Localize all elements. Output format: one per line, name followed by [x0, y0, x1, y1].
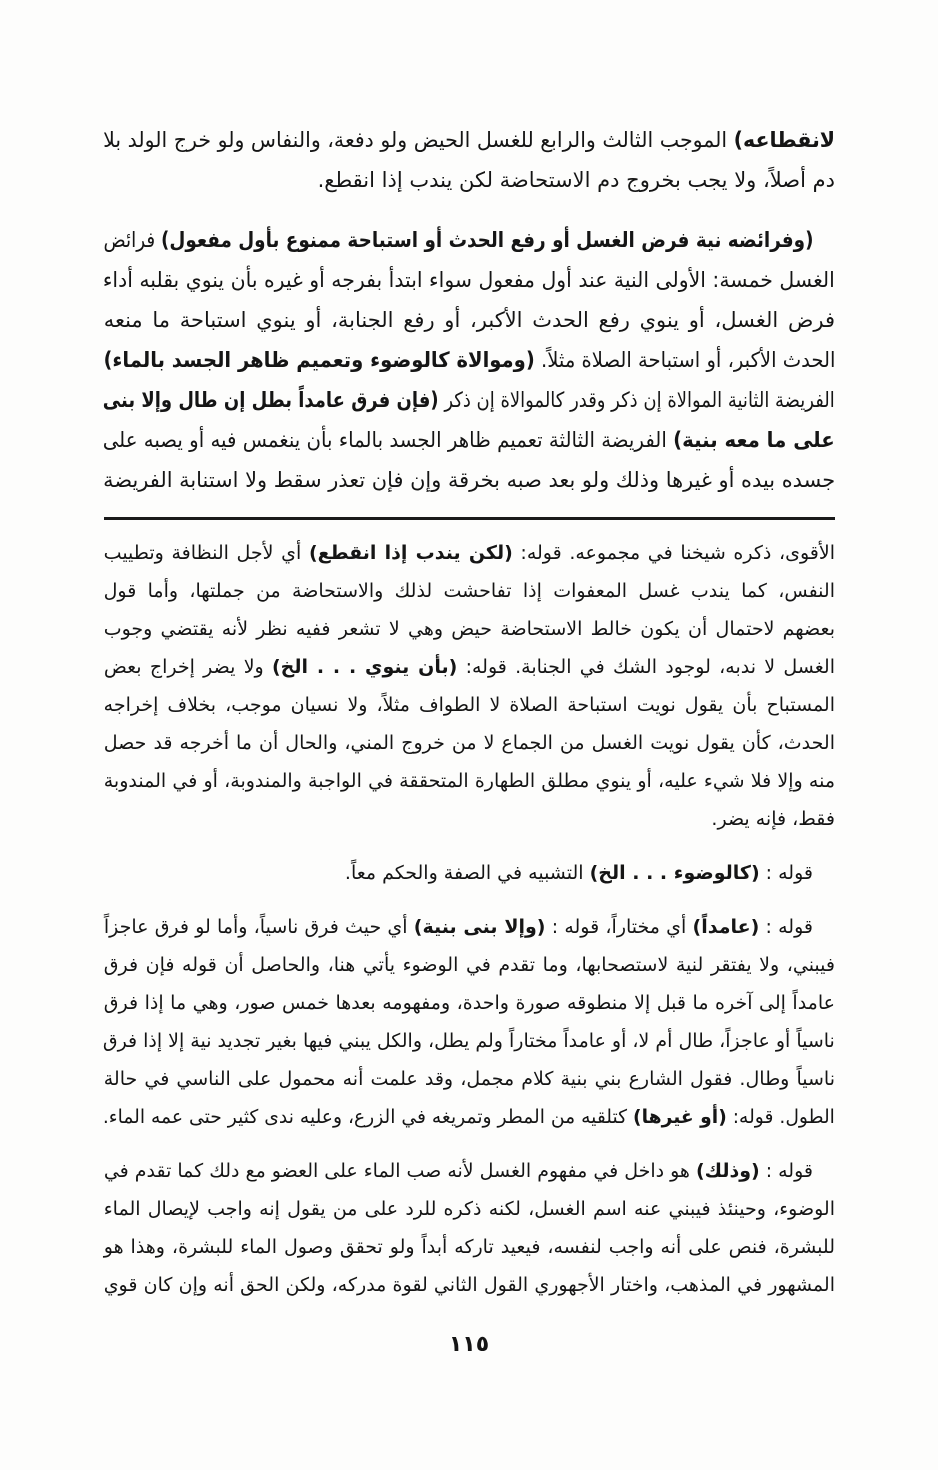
text-line-content	[104, 1152, 813, 1190]
quoted-matn-text: لانقطاعه)	[733, 128, 835, 152]
text-line	[103, 1152, 835, 1190]
text-line	[103, 340, 835, 380]
text-segment: قوله :	[759, 916, 813, 938]
text-line-content	[318, 160, 835, 200]
text-segment: التشبيه في الصفة والحكم معاً.	[344, 862, 590, 884]
text-segment: الأقوى، ذكره شيخنا في مجموعه. قوله:	[512, 542, 835, 564]
quoted-matn-text: (أو غيرها)	[633, 1106, 727, 1128]
text-segment: قوله :	[759, 1160, 813, 1182]
text-line-content	[103, 420, 835, 460]
text-line-content	[104, 610, 835, 648]
text-line	[103, 854, 835, 892]
text-line	[103, 1022, 835, 1060]
text-segment: أي مختاراً، قوله :	[545, 916, 693, 938]
text-line	[103, 762, 835, 800]
text-segment: ولا يضر إخراج بعض	[103, 656, 272, 678]
text-segment: الحدث، كأن يقول نويت الغسل من الجماع لا من خروج المني، والحال أن ما أخرجه قد حصل	[103, 732, 835, 754]
text-line-content	[711, 800, 835, 838]
text-segment: عامداً إلى آخره ما قبل إلا منطوقه صورة واحدة، ومفهومه بعدها خمس صور، وهي ما إذا فرق	[103, 992, 835, 1014]
text-line-content	[103, 1022, 835, 1060]
text-segment: دم أصلاً، ولا يجب بخروج دم الاستحاضة لكن يندب إذا انقطع.	[317, 168, 835, 192]
text-segment: فقط، فإنه يضر.	[711, 808, 835, 830]
text-line-content	[104, 534, 835, 572]
text-segment: الغسل خمسة: الأولى النية عند أول مفعول سواء ابتدأ بفرجه أو غيره بأن ينوي بقلبه أداء	[103, 268, 835, 292]
page-number: ١١٥	[448, 1332, 490, 1357]
text-segment: أي حيث فرق ناسياً، وأما لو فرق عاجزاً	[103, 916, 414, 938]
text-line-content	[104, 1228, 835, 1266]
text-segment: فيبني، ولا يفتقر لنية لاستصحابها، وما تقدم في الوضوء يأتي هنا، والحاصل أن قوله فإن فرق	[103, 954, 835, 976]
text-line-content	[104, 724, 835, 762]
text-line-content	[104, 648, 835, 686]
footnote-paragraph	[103, 1152, 835, 1304]
text-line	[103, 220, 835, 260]
main-paragraph	[103, 120, 835, 200]
footnote-paragraph	[103, 534, 835, 838]
quoted-matn-text: على ما معه بنية)	[673, 428, 835, 452]
footnote-paragraph	[103, 908, 835, 1136]
text-line-content	[104, 908, 813, 946]
text-line-content	[104, 762, 835, 800]
text-line	[103, 686, 835, 724]
quoted-matn-text: (وفرائضه نية فرض الغسل أو رفع الحدث أو استباحة ممنوع بأول مفعول)	[160, 228, 814, 252]
text-line	[103, 1190, 835, 1228]
text-segment: الفريضة الثانية الموالاة إن ذكر وقدر كالموالاة إن ذكر	[438, 388, 835, 412]
text-segment: أي لأجل النظافة وتطييب	[103, 542, 309, 564]
text-line-content	[345, 854, 813, 892]
text-line	[103, 1228, 835, 1266]
text-segment: فرض الغسل، أو ينوي رفع الحدث الأكبر، أو رفع الجنابة، أو ينوي استباحة ما منعه	[103, 308, 835, 332]
text-segment: الغسل لا ندبه، لوجود الشك في الجنابة. قوله:	[457, 656, 835, 678]
quoted-matn-text: (وإلا بنى بنية)	[413, 916, 546, 938]
text-segment: بعضهم لاحتمال أن يكون خالط الاستحاضة حيض وهي لا تشعر ففيه نظر لأنه يقتضي وجوب	[103, 618, 835, 640]
text-line-content	[104, 1060, 835, 1098]
text-segment: هو داخل في مفهوم الغسل لأنه صب الماء على العضو مع دلك كما تقدم في	[103, 1160, 696, 1182]
text-segment: المشهور في المذهب، واختار الأجهوري القول الثاني لقوة مدركه، ولكن الحق أنه وإن كان قوي	[103, 1274, 835, 1296]
text-segment: النفس، كما يندب غسل المعفوات إذا تفاحشت لذلك والاستحاضة من جملتها، وأما قول	[103, 580, 835, 602]
text-segment: الفريضة الثالثة تعميم ظاهر الجسد بالماء بأن ينغمس فيه أو يصبه على	[103, 428, 674, 452]
text-line-content	[103, 260, 835, 300]
text-line	[103, 420, 835, 460]
quoted-matn-text: (وموالاة كالوضوء وتعميم ظاهر الجسد بالماء)	[103, 348, 535, 372]
text-line	[103, 946, 835, 984]
text-segment: المستباح بأن يقول نويت استباحة الصلاة لا الطواف مثلاً، ولا نسيان موجب، بخلاف إخراجه	[103, 694, 835, 716]
text-line	[103, 260, 835, 300]
text-line-content	[103, 460, 835, 500]
footnote-separator	[104, 517, 835, 520]
text-line	[103, 724, 835, 762]
text-line-content	[104, 686, 835, 724]
text-line	[103, 1098, 835, 1136]
text-line	[103, 534, 835, 572]
text-segment: فرائض	[103, 228, 161, 252]
text-segment: قوله :	[759, 862, 813, 884]
text-line-content	[103, 1098, 835, 1136]
text-segment: ناسياً وطال. فقول الشارع بني بنية كلام مجمل، وقد علمت أنه محمول على الناسي في حالة	[103, 1068, 835, 1090]
quoted-matn-text: (فإن فرق عامداً بطل إن طال وإلا بنى	[103, 388, 439, 412]
text-line	[103, 610, 835, 648]
text-line	[103, 120, 835, 160]
text-line	[103, 460, 835, 500]
text-line-content	[103, 220, 813, 260]
text-line	[103, 1060, 835, 1098]
text-line	[103, 380, 835, 420]
text-segment: الوضوء، وحينئذ فيبني عنه اسم الغسل، لكنه ذكره للرد على من يقول إنه واجب لإيصال الماء	[103, 1198, 835, 1220]
text-line-content	[103, 120, 835, 160]
text-segment: الموجب الثالث والرابع للغسل الحيض ولو دفعة، والنفاس ولو خرج الولد بلا	[103, 128, 734, 152]
text-segment: للبشرة، فنص على أنه واجب لنفسه، فيعيد تاركه أبداً ولو تحقق وصول الماء للبشرة، وهذا هو	[103, 1236, 835, 1258]
footnote-paragraph	[103, 854, 835, 892]
text-line	[103, 908, 835, 946]
quoted-matn-text: (لكن يندب إذا انقطع)	[308, 542, 513, 564]
text-line-content	[104, 1190, 835, 1228]
text-line-content	[104, 300, 835, 340]
text-segment: منه وإلا فلا شيء عليه، أو ينوي مطلق الطهارة المتحققة في الواجبة والمندوبة، أو في المندوبة	[103, 770, 835, 792]
text-line-content	[104, 1266, 835, 1304]
text-line	[103, 300, 835, 340]
text-segment: كتلقيه من المطر وتمريغه في الزرع، وعليه ندى كثير حتى عمه الماء.	[103, 1106, 634, 1128]
text-line-content	[103, 380, 835, 420]
quoted-matn-text: (عامداً)	[692, 916, 760, 938]
quoted-matn-text: (كالوضوء . . . الخ)	[589, 862, 760, 884]
text-line	[103, 160, 835, 200]
footnotes	[103, 534, 835, 1304]
quoted-matn-text: (وذلك)	[695, 1160, 760, 1182]
text-line	[103, 800, 835, 838]
text-line-content	[104, 984, 835, 1022]
text-line	[103, 648, 835, 686]
text-line	[103, 984, 835, 1022]
text-segment: الحدث الأكبر، أو استباحة الصلاة مثلاً.	[534, 348, 835, 372]
text-line	[103, 1266, 835, 1304]
text-segment: ناسياً أو عاجزاً، طال أم لا، أو عامداً مختاراً ولم يطل، والكل يبني فيها بغير تجديد نية إلا إذا فرق	[103, 1030, 835, 1052]
text-segment: الطول. قوله:	[726, 1106, 835, 1128]
text-line-content	[104, 572, 835, 610]
text-line-content	[104, 946, 835, 984]
text-line	[103, 572, 835, 610]
text-line-content	[103, 340, 835, 380]
text-segment: جسده بيده أو غيرها وذلك ولو بعد صبه بخرقة وإن فإن تعذر سقط ولا استنابة الفريضة	[103, 468, 835, 492]
main-text	[103, 120, 835, 500]
main-paragraph	[103, 220, 835, 500]
quoted-matn-text: (بأن ينوي . . . الخ)	[271, 656, 458, 678]
